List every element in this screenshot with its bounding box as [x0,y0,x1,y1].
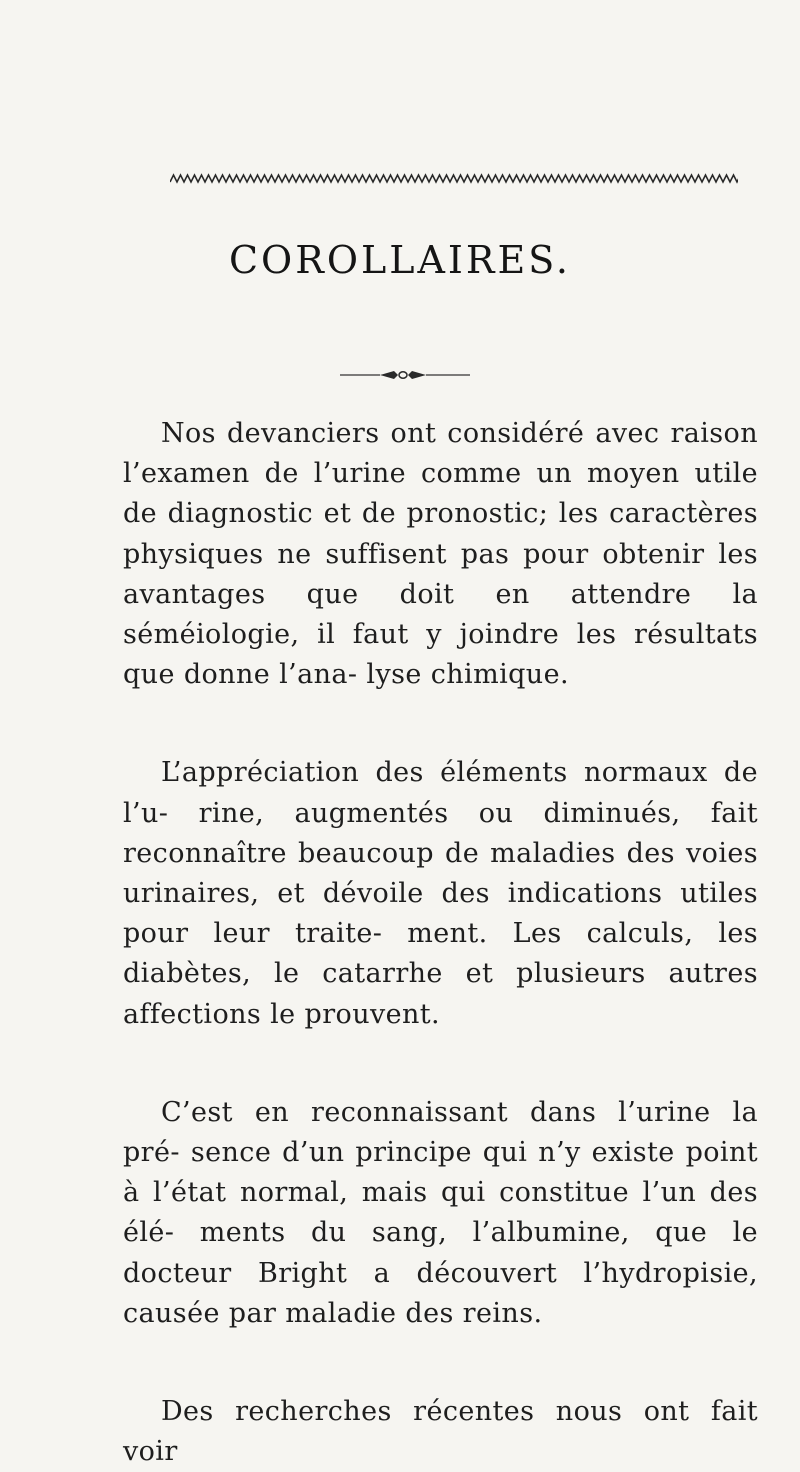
zigzag-rule-line [170,175,738,182]
paragraph-3: C’est en reconnaissant dans l’urine la pré- sence d’un principe qui n’y existe point à l’état normal, mais qui constitue l’un des élé- ments du sang, l’albumine, que le docteur Bright a découvert l’hydropisie, causée par maladie des reins. [123,1096,758,1329]
paragraph-4: Des recherches récentes nous ont fait voir [123,1396,758,1468]
page-heading: COROLLAIRES. [228,238,572,282]
body-text [123,414,758,1472]
fleuron-divider [340,368,470,382]
ornamental-header-rule [170,172,738,186]
paragraph-2: L’appréciation des éléments normaux de l’u- rine, augmentés ou diminués, fait reconnaître beaucoup de maladies des voies urinaires, et dévoile des indications utiles pour leur traite- ment. Les calculs, les diabètes, le catarrhe et plusieurs autres affections le prouvent. [123,757,758,1030]
paragraph-1: Nos devanciers ont considéré avec raison l’examen de l’urine comme un moyen utile de diagnostic et de pronostic; les caractères physiques ne suffisent pas pour obtenir les avantages que doit en attendre la séméiologie, il faut y joindre les résultats que donne l’ana- lyse chimique. [123,418,758,691]
